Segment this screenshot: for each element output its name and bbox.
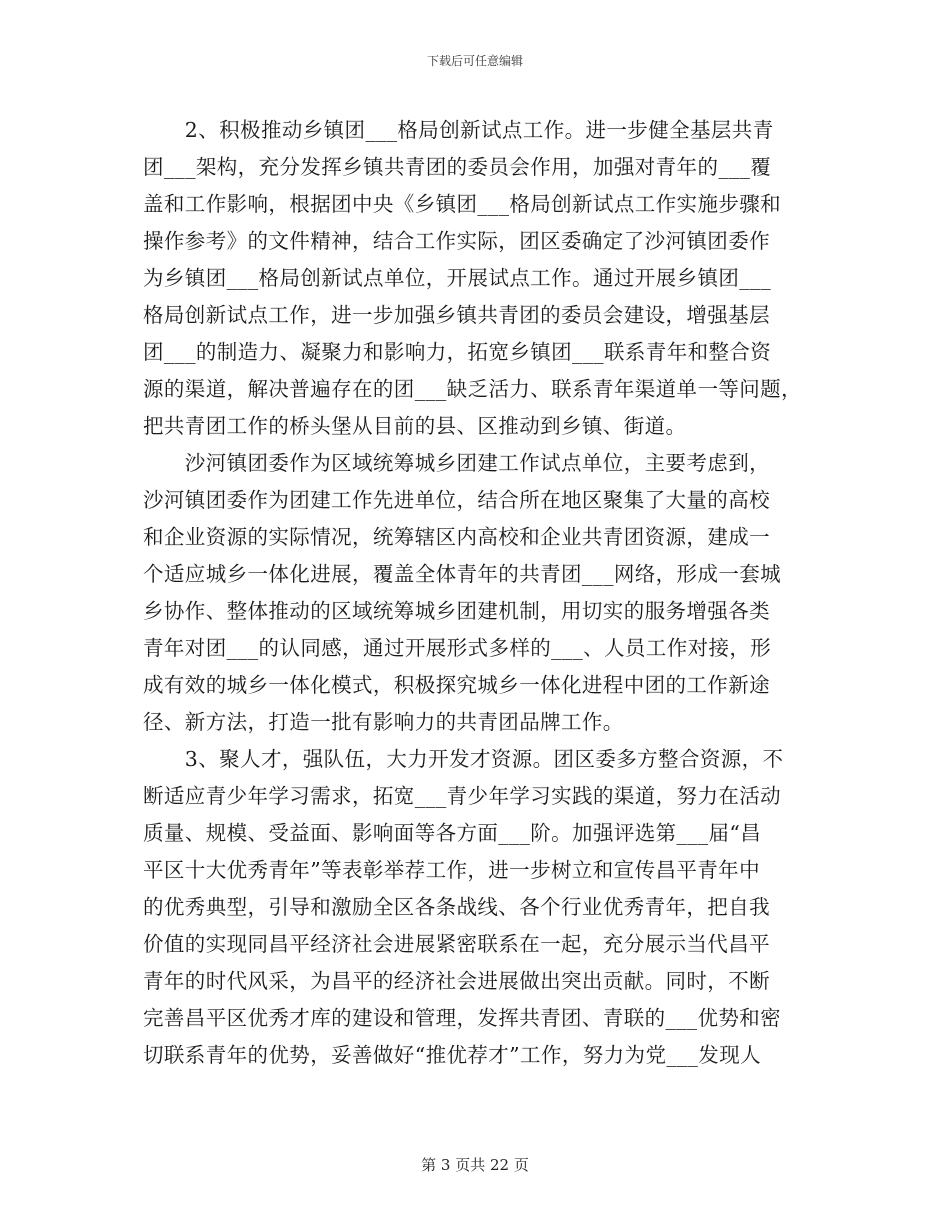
text-line: 和企业资源的实际情况，统筹辖区内高校和企业共青团资源，建成一	[143, 525, 770, 549]
text-line: 质量、规模、受益面、影响面等各方面___阶。加强评选第___届“昌	[143, 821, 762, 845]
page-header: 下载后可任意编辑	[426, 54, 523, 68]
text-line: 青年的时代风采，为昌平的经济社会进展做出突出贡献。同时，不断	[143, 969, 770, 993]
text-line: 3、聚人才，强队伍，大力开发才资源。团区委多方整合资源，不	[143, 747, 784, 771]
page-footer: 第 3 页共 22 页	[421, 1156, 529, 1174]
text-line: 把共青团工作的桥头堡从目前的县、区推动到乡镇、街道。	[143, 414, 687, 438]
text-line: 沙河镇团委作为区域统筹城乡团建工作试点单位，主要考虑到，	[143, 451, 770, 475]
text-line: 青年对团___的认同感，通过开展形式多样的___、人员工作对接，形	[143, 636, 772, 660]
text-line: 成有效的城乡一体化模式，积极探究城乡一体化进程中团的工作新途	[143, 673, 770, 697]
text-line: 个适应城乡一体化进展，覆盖全体青年的共青团___网络，形成一套城	[143, 562, 782, 586]
text-line: 径、新方法，打造一批有影响力的共青团品牌工作。	[143, 710, 624, 734]
text-line: 格局创新试点工作，进一步加强乡镇共青团的委员会建设，增强基层	[143, 303, 770, 327]
text-line: 源的渠道，解决普遍存在的团___缺乏活力、联系青年渠道单一等问题，	[143, 377, 802, 401]
text-line: 团___架构，充分发挥乡镇共青团的委员会作用，加强对青年的___覆	[143, 155, 772, 179]
text-line: 完善昌平区优秀才库的建设和管理，发挥共青团、青联的___优势和密	[143, 1006, 782, 1030]
text-line: 盖和工作影响，根据团中央《乡镇团___格局创新试点工作实施步骤和	[143, 192, 782, 216]
text-line: 沙河镇团委作为团建工作先进单位，结合所在地区聚集了大量的高校	[143, 488, 770, 512]
text-line: 团___的制造力、凝聚力和影响力，拓宽乡镇团___联系青年和整合资	[143, 340, 772, 364]
text-line: 操作参考》的文件精神，结合工作实际，团区委确定了沙河镇团委作	[143, 229, 770, 253]
document-body	[143, 112, 815, 1074]
text-line: 断适应青少年学习需求，拓宽___青少年学习实践的渠道，努力在活动	[143, 784, 782, 808]
text-line: 乡协作、整体推动的区域统筹城乡团建机制，用切实的服务增强各类	[143, 599, 770, 623]
text-line: 平区十大优秀青年”等表彰举荐工作，进一步树立和宣传昌平青年中	[143, 858, 760, 882]
text-line: 的优秀典型，引导和激励全区各条战线、各个行业优秀青年，把自我	[143, 895, 770, 919]
text-line: 2、积极推动乡镇团___格局创新试点工作。进一步健全基层共青	[143, 118, 774, 142]
text-line: 价值的实现同昌平经济社会进展紧密联系在一起，充分展示当代昌平	[143, 932, 770, 956]
text-line: 切联系青年的优势，妥善做好“推优荐才”工作，努力为党___发现人	[143, 1043, 762, 1067]
text-line: 为乡镇团___格局创新试点单位，开展试点工作。通过开展乡镇团___	[143, 266, 772, 290]
